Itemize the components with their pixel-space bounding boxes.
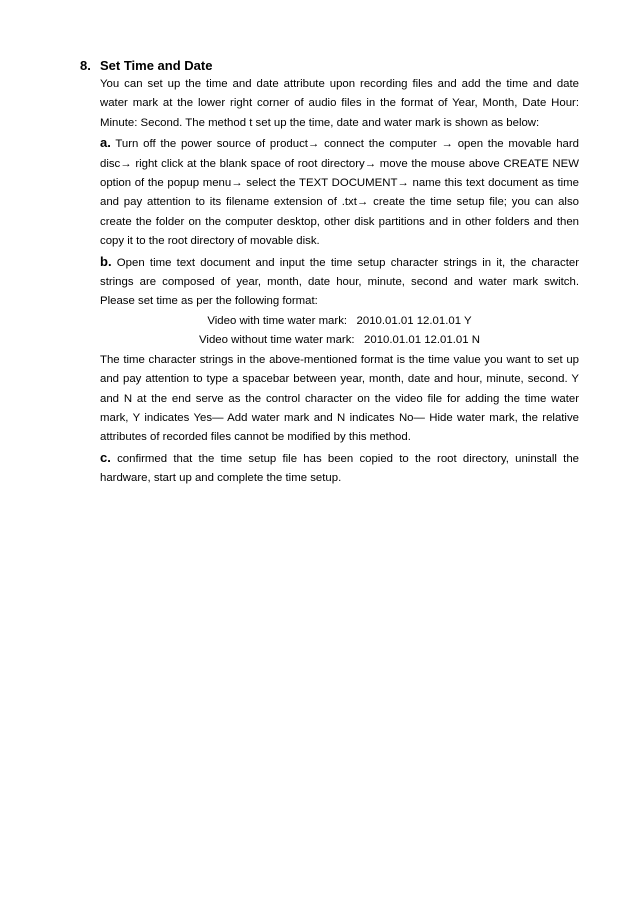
step-b-paragraph bbox=[100, 252, 579, 312]
section-body bbox=[100, 75, 579, 489]
explanation-paragraph: The time character strings in the above-mentioned format is the time value you want to set up and pay attention to type a spacebar between year, month, date and hour, minute, second. Y and N at the end serve as the control character on the video file for adding the time water mark, Y indicates Yes— Add water mark and N indicates No— Hide water mark, the relative attributes of recorded files cannot be modified by this method. bbox=[100, 353, 579, 444]
step-a-text: Turn off the power source of product→ connect the computer → open the movable hard disc→ right click at the blank space of root directory→ move the mouse above CREATE NEW option of the popup menu→ select the TEXT DOCUMENT→ name this text document as time and pay attention to its filename extension of .txt→ create the time setup file; you can also create the folder on the computer desktop, other disk partitions and in other folders and then copy it to the root directory of movable disk. bbox=[100, 138, 579, 248]
step-b-text: Open time text document and input the time setup character strings in it, the character strings are composed of year, month, date hour, minute, second and water mark switch. Please set time as per the following format: bbox=[100, 256, 579, 308]
section-heading bbox=[80, 58, 212, 74]
intro-paragraph: You can set up the time and date attribute upon recording files and add the time and date water mark at the lower right corner of audio files in the format of Year, Month, Date Hour: Minute: Second. The method t set up the time, date and water mark is shown as below: bbox=[100, 78, 579, 129]
section-title: Set Time and Date bbox=[100, 58, 213, 73]
section-number: 8. bbox=[80, 58, 91, 73]
step-c-text: confirmed that the time setup file has been copied to the root directory, uninstall the hardware, start up and complete the time setup. bbox=[100, 452, 579, 485]
step-a-paragraph bbox=[100, 133, 579, 251]
step-a-label: a. bbox=[100, 135, 111, 151]
step-b-label: b. bbox=[100, 253, 112, 269]
step-c-paragraph bbox=[100, 448, 579, 489]
format-with-mark: Video with time water mark: 2010.01.01 12.01.01 Y bbox=[207, 314, 472, 327]
format-without-mark: Video without time water mark: 2010.01.01 12.01.01 N bbox=[199, 334, 480, 347]
step-c-label: c. bbox=[100, 449, 111, 465]
